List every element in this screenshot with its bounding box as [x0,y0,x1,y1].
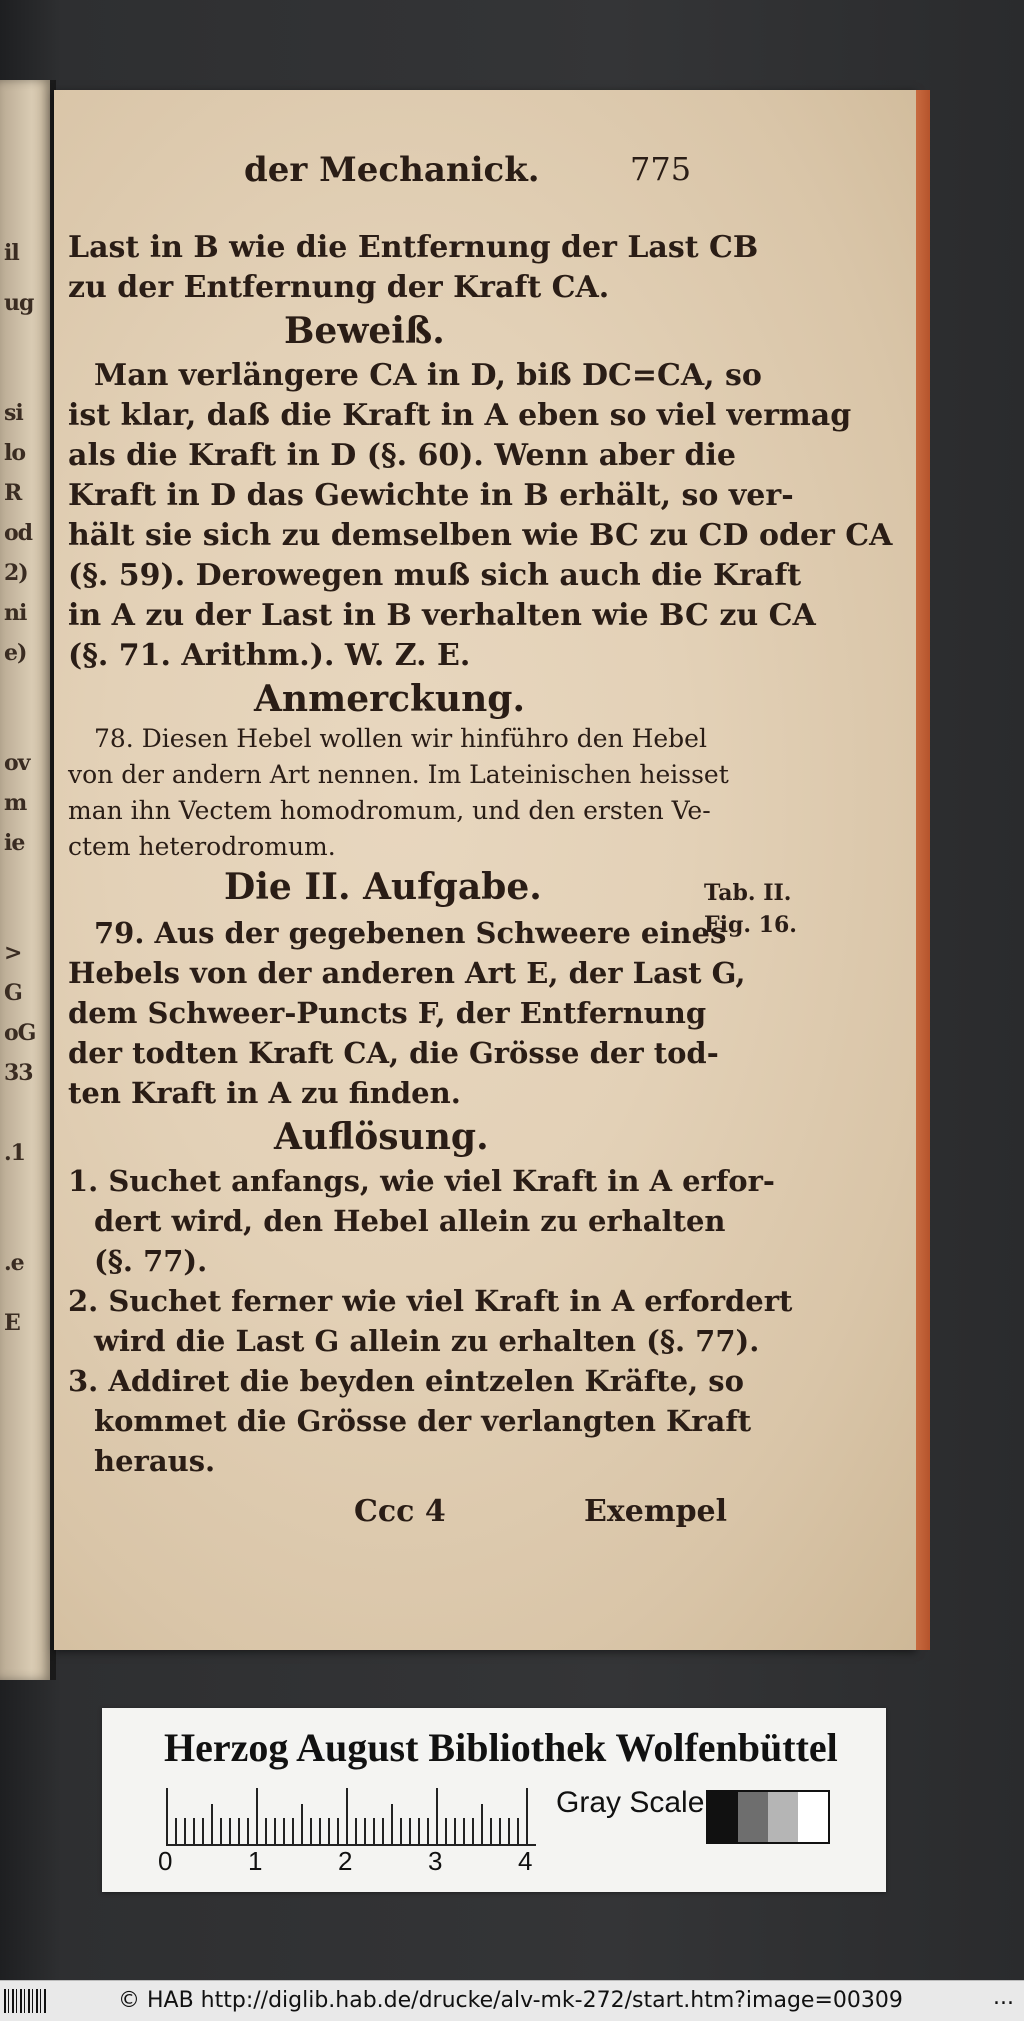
barcode-icon [4,1989,46,2013]
margin-note: Fig. 16. [704,912,797,938]
note-line: ctem heterodromum. [68,832,336,861]
gray-swatch [708,1792,738,1842]
more-options-icon[interactable]: ... [993,1985,1014,2010]
note-line: von der andern Art nennen. Im Lateinischen heisset [68,760,729,789]
text-line: der todten Kraft CA, die Grösse der tod- [68,1036,719,1070]
scale-ruler [166,1784,536,1846]
note-line: man ihn Vectem homodromum, und den ersten Ve- [68,796,711,825]
text-line: als die Kraft in D (§. 60). Wenn aber die [68,438,736,473]
running-head: der Mechanick. [244,150,540,190]
gray-swatch [738,1792,768,1842]
text-line: Hebels von der anderen Art E, der Last G, [68,956,746,990]
heading-task: Die II. Aufgabe. [224,866,542,908]
book-page [54,90,916,1650]
page-number: 775 [630,150,692,188]
text-line: 2. Suchet ferner wie viel Kraft in A erfordert [68,1284,793,1318]
text-line: (§. 77). [94,1244,208,1278]
text-line: 1. Suchet anfangs, wie viel Kraft in A erfor- [68,1164,775,1198]
text-line: ten Kraft in A zu finden. [68,1076,461,1110]
text-line: heraus. [94,1444,216,1478]
ruler-label: 3 [428,1846,443,1876]
heading-solution: Auflösung. [274,1116,489,1158]
signature-mark: Ccc 4 [354,1494,446,1529]
heading-proof: Beweiß. [284,310,445,352]
text-line: ist klar, daß die Kraft in A eben so viel vermag [68,398,852,433]
text-line: kommet die Grösse der verlangten Kraft [94,1404,752,1438]
catchword: Exempel [584,1494,728,1529]
text-line: 79. Aus der gegebenen Schweere eines [94,916,727,950]
text-line: in A zu der Last in B verhalten wie BC zu CA [68,598,816,633]
color-target-card [102,1708,886,1892]
text-line: dem Schweer-Puncts F, der Entfernung [68,996,707,1030]
ruler-label: 0 [158,1846,173,1876]
text-line: (§. 71. Arithm.). W. Z. E. [68,638,471,673]
note-line: 78. Diesen Hebel wollen wir hinführo den Hebel [94,724,707,753]
text-line: zu der Entfernung der Kraft CA. [68,270,610,305]
ruler-label: 2 [338,1846,353,1876]
gray-swatch [768,1792,798,1842]
text-line: Last in B wie die Entfernung der Last CB [68,230,759,265]
text-line: (§. 59). Derowegen muß sich auch die Kraft [68,558,802,593]
gray-scale-label: Gray Scale [556,1786,705,1819]
status-bar [0,1980,1024,2021]
text-line: dert wird, den Hebel allein zu erhalten [94,1204,726,1238]
gray-scale-swatches [706,1790,830,1844]
heading-note: Anmerckung. [254,678,525,720]
text-line: hält sie sich zu demselben wie BC zu CD oder CA [68,518,893,553]
source-url[interactable]: © HAB http://diglib.hab.de/drucke/alv-mk-272/start.htm?image=00309 [118,1988,903,2013]
text-line: Kraft in D das Gewichte in B erhält, so ver- [68,478,794,513]
previous-page-edge: il ug si lo R od 2) ni e) ov m ie > G oG 33 .1 .e E [0,80,52,1680]
text-line: 3. Addiret die beyden eintzelen Kräfte, so [68,1364,744,1398]
ruler-label: 1 [248,1846,263,1876]
gray-swatch [798,1792,828,1842]
margin-note: Tab. II. [704,880,792,906]
text-line: wird die Last G allein zu erhalten (§. 77). [94,1324,760,1358]
text-line: Man verlängere CA in D, biß DC=CA, so [94,358,762,393]
ruler-label: 4 [518,1846,533,1876]
library-name: Herzog August Bibliothek Wolfenbüttel [164,1725,838,1770]
